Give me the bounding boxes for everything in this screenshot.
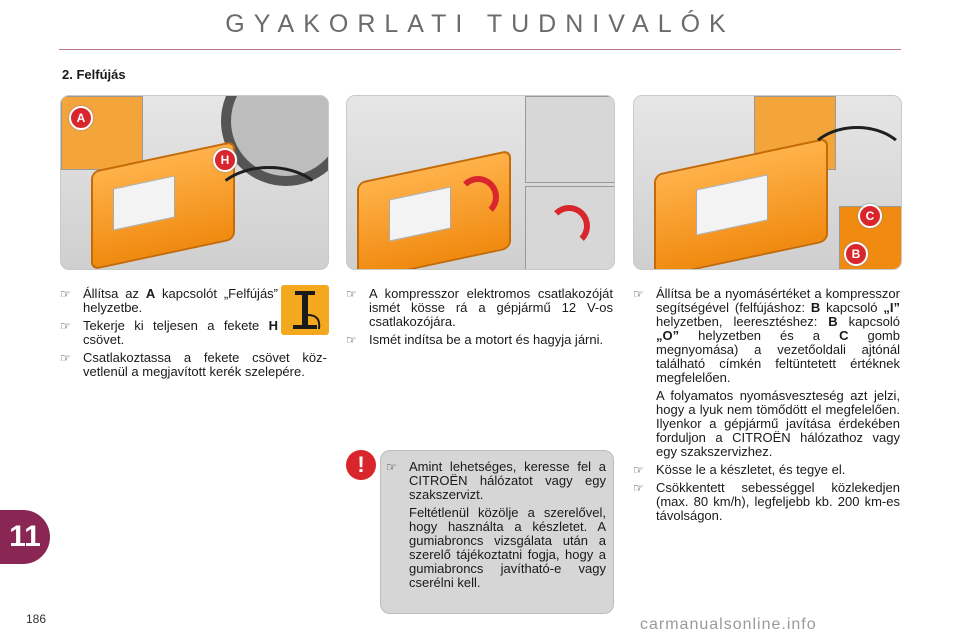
pointing-hand-icon: ☞	[346, 333, 357, 347]
hose	[804, 126, 902, 202]
pointing-hand-icon: ☞	[346, 287, 357, 301]
list-item: ☞ Állítsa az A kapcsolót „Felfújás” helyzetbe.	[60, 286, 279, 315]
pointing-hand-icon: ☞	[633, 463, 644, 477]
list-item: ☞ Kösse le a készletet, és tegye el.	[633, 462, 846, 477]
pointing-hand-icon: ☞	[633, 481, 644, 495]
figure-1-compressor-wheel	[60, 95, 329, 270]
pointing-hand-icon: ☞	[60, 287, 71, 301]
page-header: GYAKORLATI TUDNIVALÓK	[225, 10, 735, 38]
badge-b: B	[844, 242, 868, 266]
compressor-kit	[654, 138, 828, 270]
pointing-hand-icon: ☞	[386, 460, 397, 474]
paragraph: A folyamatos nyomásveszteség azt jelzi, hogy a lyuk nem tömődött el megfelelően. Ilyenkor a gépjármű javítása érdekében forduljon a CITROËN hálózathoz vagy egy szakszervizhez.	[656, 388, 900, 459]
key-inset-bottom	[525, 186, 615, 270]
list-item: ☞ Csatlakoztassa a fekete csövet közvetlenül a megjavított kerék szelepére.	[60, 350, 327, 379]
list-item: ☞ Csökkentett sebességgel közlekedjen (max. 80 km/h), legfeljebb kb. 200 km-es távolságon.	[633, 480, 900, 523]
tire-pump-icon	[281, 285, 329, 335]
column-2	[346, 287, 613, 351]
socket-inset-top	[525, 96, 615, 183]
list-item: ☞ Állítsa be a nyomásértéket a kompresszor segítségével (felfújáshoz: B kapcsoló „I” helyzetben, leeresztéshez: B kapcsoló „O” helyzetben és a C gomb megnyomása) a vezetőoldali ajtónál található címkén feltüntetett értéknek megfelelően.	[633, 286, 900, 385]
badge-h: H	[213, 148, 237, 172]
list-item: ☞ Amint lehetséges, keresse fel a CITROËN hálózatot vagy egy szakszervizt.	[386, 459, 606, 502]
list-item: ☞ A kompresszor elektromos csatlakozóját ismét kösse rá a gépjármű 12 V-os csatlakozójára.	[346, 286, 613, 329]
warning-text	[386, 460, 606, 594]
pointing-hand-icon: ☞	[60, 351, 71, 365]
hose	[211, 166, 327, 242]
list-item: ☞ Ismét indítsa be a motort és hagyja járni.	[346, 332, 604, 347]
paragraph: Feltétlenül közölje a szerelővel, hogy használta a készletet. A gumiabroncs vizsgálata után a szerelő tájékoztatni fogja, hogy a gumiabroncs javítható-e vagy cserélni kell.	[409, 505, 606, 590]
header-rule	[59, 49, 901, 50]
pointing-hand-icon: ☞	[60, 319, 71, 333]
column-3	[633, 287, 900, 527]
page-number: 186	[26, 612, 47, 626]
list-item: ☞ Tekerje ki teljesen a fekete H csövet.	[60, 318, 278, 347]
exclamation-icon: !	[346, 450, 376, 480]
badge-a: A	[69, 106, 93, 130]
badge-c: C	[858, 204, 882, 228]
pointing-hand-icon: ☞	[633, 287, 644, 301]
figure-3-pressure-adjust	[633, 95, 902, 270]
section-title: 2. Felfújás	[62, 67, 126, 82]
figure-2-power-connector	[346, 95, 615, 270]
chapter-tab: 11	[0, 510, 50, 564]
red-arrow	[457, 176, 499, 218]
watermark: carmanualsonline.info	[640, 616, 817, 633]
